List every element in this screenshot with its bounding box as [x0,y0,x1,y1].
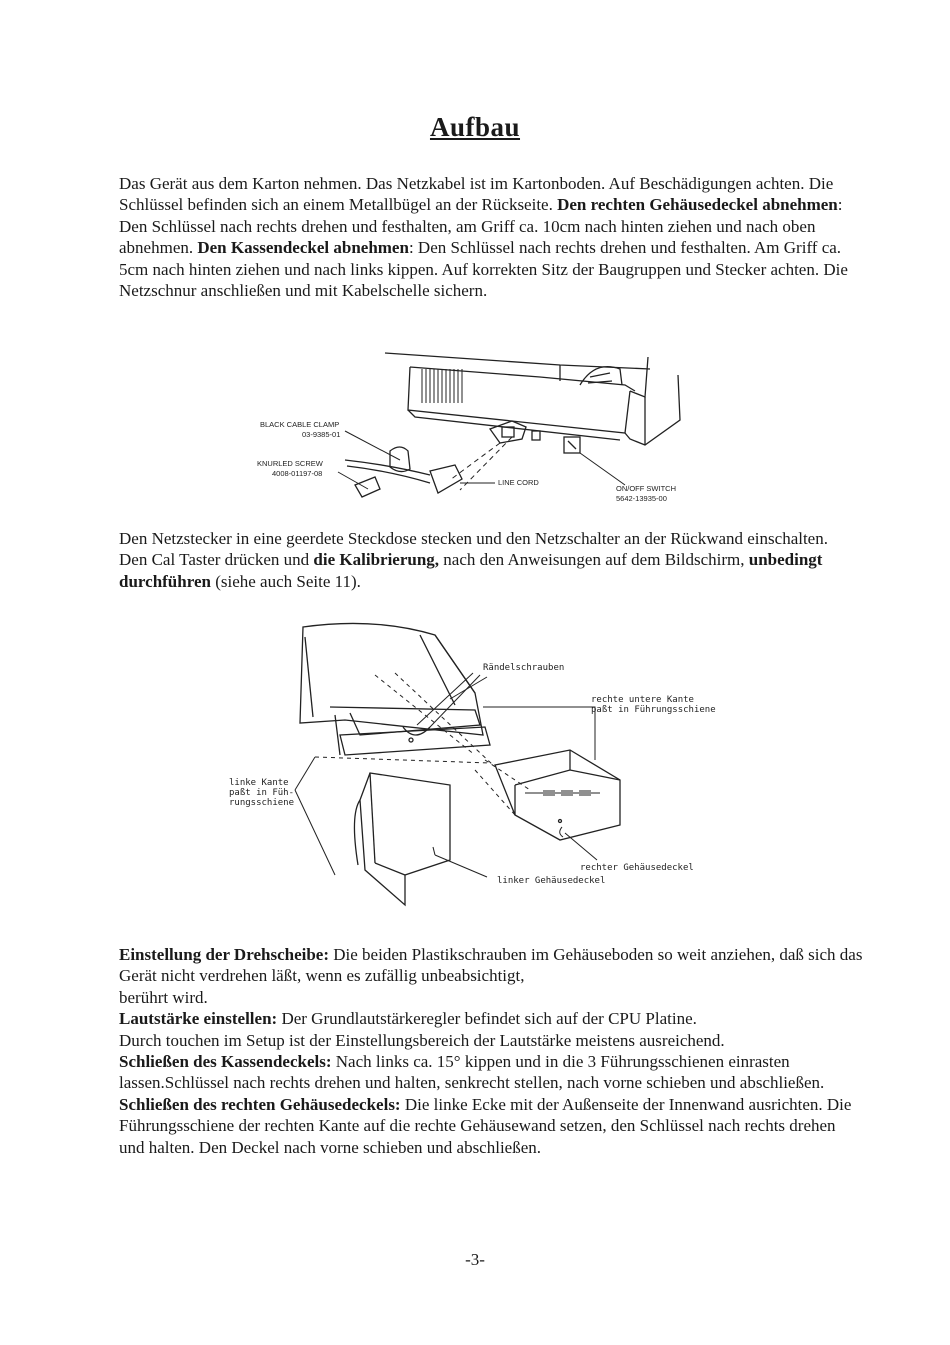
left-cover-label: linker Gehäusedeckel [497,876,606,886]
onoff-switch-label: ON/OFF SWITCH [616,484,676,493]
left-edge-label-line3: rungsschiene [229,798,295,808]
onoff-switch-part-number: 5642-13935-00 [616,494,667,503]
housing-covers-figure [225,615,725,915]
power-paragraph [119,528,859,592]
page-title: Aufbau [429,112,521,142]
right-cover-text: Die linke Ecke mit der Außenseite der Innenwand ausrichten. Die Führungsschiene der rechten Kante auf die rechte Gehäusewand setzen, den Schlüssel nach rechts drehen und halten. Den Deckel nach vorne schieben und abschließen. [119,1094,852,1157]
left-edge-label-line1: linke Kante [229,778,289,788]
cash-cover-heading: Schließen des Kassendeckels: [119,1052,332,1072]
right-edge-label-line1: rechte untere Kante [591,695,694,705]
volume-text: Der Grundlautstärkeregler befindet sich auf der CPU Platine. [277,1009,697,1029]
volume-instruction-cont: Durch touchen im Setup ist der Einstellungsbereich der Lautstärke meistens ausreichend. [119,1030,725,1050]
left-edge-label-line2: paßt in Füh- [229,788,295,798]
right-cover-instruction [119,1094,864,1158]
power-bold-must-perform: unbedingt durchführen [119,550,823,591]
turntable-instruction-cont: berührt wird. [119,987,208,1007]
right-cover-label: rechter Gehäusedeckel [580,863,694,873]
volume-heading: Lautstärke einstellen: [119,1009,278,1029]
line-cord-label: LINE CORD [498,478,539,487]
intro-bold-cash-cover: Den Kassendeckel abnehmen [197,238,409,258]
turntable-instruction [119,944,864,987]
intro-text-1: Das Gerät aus dem Karton nehmen. Das Netzkabel ist im Kartonboden. Auf Beschädigungen achten. Die Schlüssel befinden sich an einem Metallbügel an der Rückseite. [119,174,834,215]
power-text-3: (siehe auch Seite 11). [210,571,361,591]
intro-text-2: : Den Schlüssel nach rechts drehen und festhalten, am Griff ca. 10cm nach hinten ziehen und nach oben abnehmen. [119,195,843,258]
rear-panel-figure [250,345,700,520]
knurled-screw-label: KNURLED SCREW [257,459,323,468]
thumbscrews-label: Rändelschrauben [483,663,565,673]
knurled-screw-part-number: 4008-01197-08 [272,469,323,478]
turntable-heading: Einstellung der Drehscheibe: [119,945,329,964]
housing-covers-drawing [225,615,725,915]
page-number: -3- [465,1250,485,1269]
cash-cover-instruction [119,1051,864,1094]
intro-paragraph [119,173,859,301]
right-edge-label-line2: paßt in Führungsschiene [591,705,716,715]
intro-bold-right-cover: Den rechten Gehäusedeckel abnehmen [557,195,838,215]
cable-clamp-part-number: 03-9385-01 [302,430,341,439]
power-bold-calibration: die Kalibrierung, [313,550,440,570]
instructions-block [119,944,864,1158]
cash-cover-text: Nach links ca. 15° kippen und in die 3 Führungsschienen einrasten lassen.Schlüssel nach rechts drehen und halten, senkrecht stellen, nach vorne schieben und abschließen. [119,1052,825,1093]
rear-panel-drawing [250,345,700,520]
power-text-1: Den Netzstecker in eine geerdete Steckdose stecken und den Netzschalter an der Rückwand einschalten. Den Cal Taster drücken und [119,529,828,570]
cable-clamp-label: BLACK CABLE CLAMP [260,420,340,429]
turntable-text: Die beiden Plastikschrauben im Gehäuseboden so weit anziehen, daß sich das Gerät nicht verdrehen läßt, wenn es zufällig unbeabsichtigt, [119,945,863,986]
right-cover-heading: Schließen des rechten Gehäusedeckels: [119,1094,401,1114]
intro-text-3: : Den Schlüssel nach rechts drehen und festhalten. Am Griff ca. 5cm nach hinten ziehen und nach links kippen. Auf korrekten Sitz der Baugruppen und Stecker achten. Die Netzschnur anschließen und mit Kabelschelle sichern. [119,238,848,301]
volume-instruction [119,1008,864,1029]
power-text-2: nach den Anweisungen auf dem Bildschirm, [439,550,749,570]
